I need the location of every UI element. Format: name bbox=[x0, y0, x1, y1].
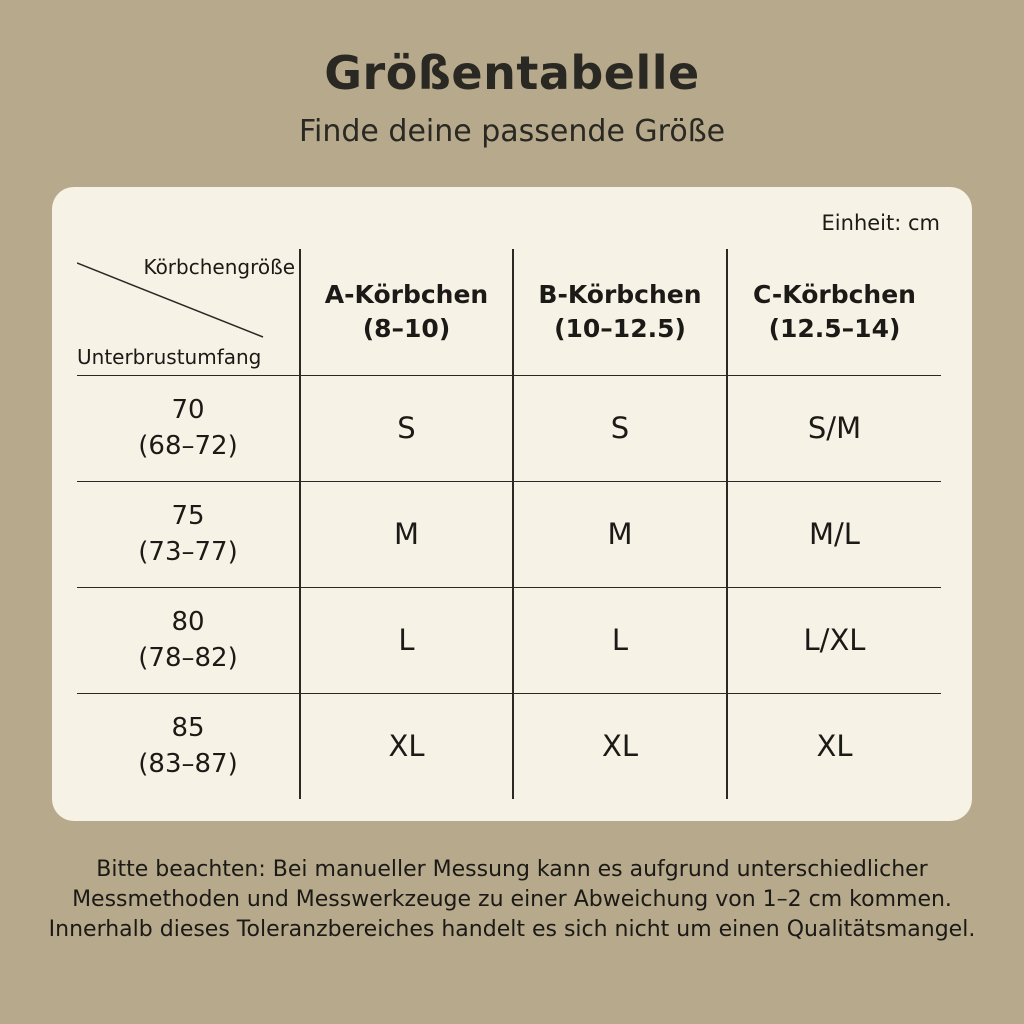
size-cell: L/XL bbox=[727, 587, 941, 693]
band-range: (83–87) bbox=[138, 749, 238, 780]
size-cell: L bbox=[300, 587, 513, 693]
band-size: 75 bbox=[171, 501, 205, 531]
band-size: 70 bbox=[171, 395, 205, 425]
table-row bbox=[77, 481, 941, 587]
corner-header-cell bbox=[77, 249, 300, 375]
column-header-c bbox=[727, 249, 941, 375]
size-table bbox=[77, 249, 941, 799]
size-cell: XL bbox=[513, 693, 727, 799]
row-header bbox=[77, 375, 300, 481]
column-header-name: A-Körbchen bbox=[324, 279, 489, 309]
row-header bbox=[77, 587, 300, 693]
table-row bbox=[77, 587, 941, 693]
page-subtitle: Finde deine passende Größe bbox=[298, 114, 726, 149]
size-cell: M bbox=[513, 481, 727, 587]
corner-top-label: Körbchengröße bbox=[143, 255, 295, 279]
row-header bbox=[77, 693, 300, 799]
size-cell: S bbox=[300, 375, 513, 481]
page-title: Größentabelle bbox=[324, 46, 700, 100]
column-header-range: (12.5–14) bbox=[768, 313, 901, 343]
size-cell: S bbox=[513, 375, 727, 481]
size-cell: M bbox=[300, 481, 513, 587]
column-header-a bbox=[300, 249, 513, 375]
band-size: 85 bbox=[171, 713, 205, 744]
table-row bbox=[77, 375, 941, 481]
table-row bbox=[77, 693, 941, 799]
corner-bottom-label: Unterbrustumfang bbox=[77, 344, 262, 369]
column-header-name: C-Körbchen bbox=[752, 279, 916, 309]
unit-label: Einheit: cm bbox=[821, 211, 940, 235]
size-cell: XL bbox=[300, 693, 513, 799]
band-range: (78–82) bbox=[138, 643, 238, 673]
band-size: 80 bbox=[171, 607, 205, 637]
column-header-range: (10–12.5) bbox=[554, 313, 686, 343]
size-cell: M/L bbox=[727, 481, 941, 587]
size-cell: XL bbox=[727, 693, 941, 799]
size-chart-card bbox=[52, 187, 972, 821]
column-header-name: B-Körbchen bbox=[538, 279, 702, 309]
band-range: (68–72) bbox=[138, 431, 238, 461]
column-header-b bbox=[513, 249, 727, 375]
band-range: (73–77) bbox=[138, 537, 238, 567]
measurement-note: Bitte beachten: Bei manueller Messung kann es aufgrund unterschiedlicher Messmethoden und Messwerkzeuge zu einer Abweichung von 1–2 cm kommen. Innerhalb dieses Toleranzbereiches handelt es sich nicht um einen Qualitätsmangel. bbox=[48, 857, 976, 942]
size-cell: S/M bbox=[727, 375, 941, 481]
size-cell: L bbox=[513, 587, 727, 693]
column-header-range: (8–10) bbox=[362, 313, 451, 343]
row-header bbox=[77, 481, 300, 587]
table-header-row bbox=[77, 249, 941, 375]
